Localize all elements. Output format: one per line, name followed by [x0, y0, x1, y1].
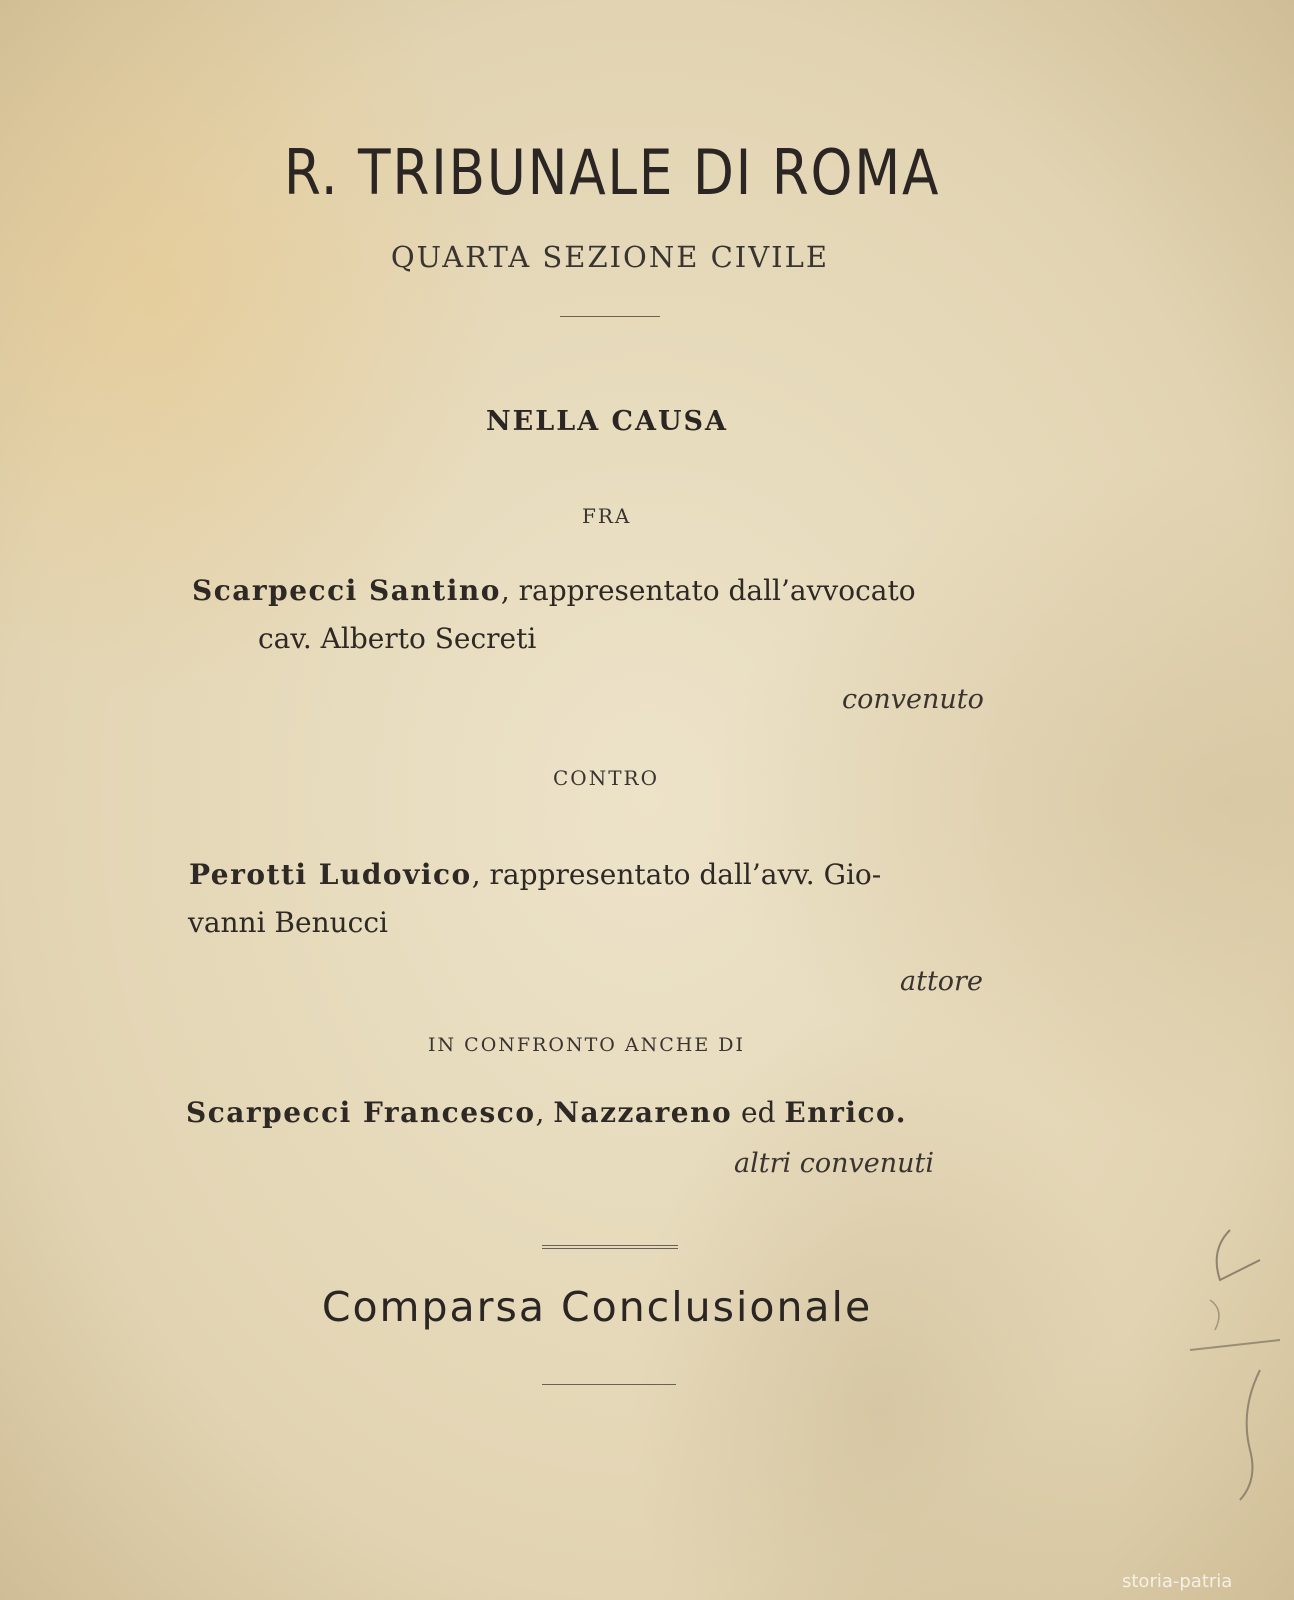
party-1-role: convenuto: [842, 684, 984, 715]
divider-bottom: [542, 1384, 676, 1385]
party-2-name: Perotti Ludovico: [189, 858, 472, 891]
divider-top: [560, 316, 660, 317]
party-2-line: [189, 858, 881, 891]
document-title: Comparsa Conclusionale: [321, 1283, 873, 1331]
contro-label: CONTRO: [553, 766, 659, 790]
party-1-name: Scarpecci Santino: [192, 574, 501, 607]
divider-double: [542, 1245, 678, 1246]
case-heading: NELLA CAUSA: [485, 406, 728, 437]
party-1-line-cont: cav. Alberto Secreti: [258, 622, 537, 655]
party-1-representation: , rappresentato dall’avvocato: [500, 574, 916, 607]
pencil-annotation-mark: [1170, 1210, 1294, 1510]
party-2-line-cont: vanni Benucci: [188, 906, 388, 939]
party-3-separator-1: ,: [535, 1096, 554, 1129]
party-3-line: [186, 1096, 907, 1129]
fra-label: FRA: [582, 504, 632, 528]
party-3-name-francesco: Scarpecci Francesco: [186, 1096, 536, 1129]
party-3-role: altri convenuti: [734, 1148, 934, 1179]
party-1-line: [192, 574, 916, 607]
court-section: QUARTA SEZIONE CIVILE: [390, 240, 830, 274]
party-2-role: attore: [900, 966, 983, 997]
party-3-name-nazzareno: Nazzareno: [553, 1096, 733, 1129]
court-title: R. TRIBUNALE DI ROMA: [283, 136, 941, 209]
party-3-name-enrico: Enrico.: [784, 1096, 907, 1129]
party-3-separator-2: ed: [732, 1096, 785, 1129]
party-2-representation: , rappresentato dall’avv. Gio-: [471, 858, 882, 891]
in-confronto-label: IN CONFRONTO ANCHE DI: [428, 1034, 745, 1056]
watermark: storia-patria: [1122, 1571, 1233, 1592]
